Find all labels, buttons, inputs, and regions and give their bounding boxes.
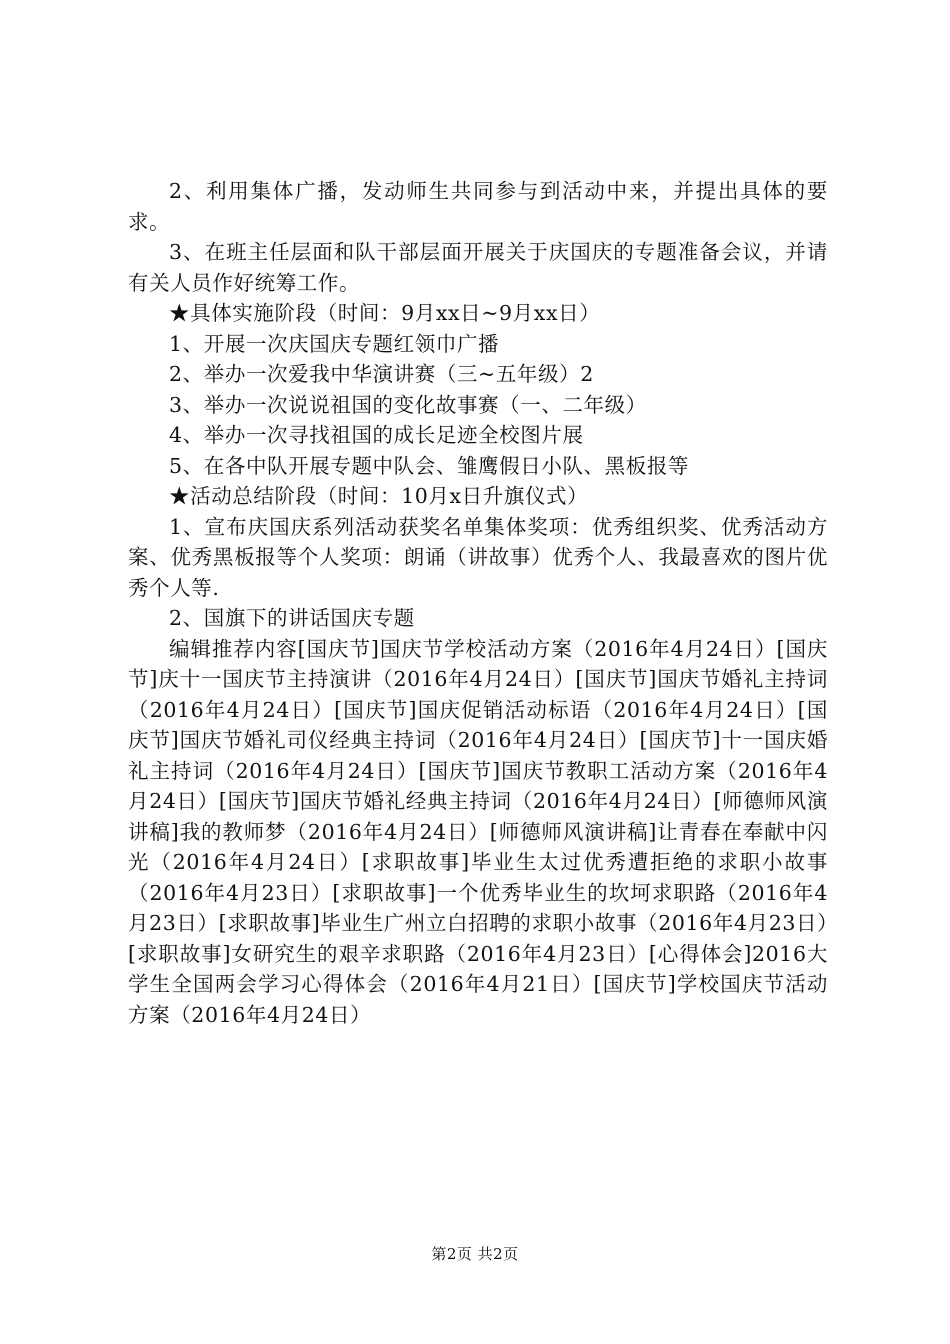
page-number-footer: 第2页 共2页 xyxy=(431,1245,519,1263)
paragraph-broadcast: 2、利用集体广播，发动师生共同参与到活动中来，并提出具体的要求。 xyxy=(128,179,828,234)
paragraph-flag-speech: 2、国旗下的讲话国庆专题 xyxy=(169,606,415,630)
document-body xyxy=(128,176,828,1030)
list-item: 2、举办一次爱我中华演讲赛（三~五年级）2 xyxy=(169,362,594,386)
list-item: 5、在各中队开展专题中队会、雏鹰假日小队、黑板报等 xyxy=(169,453,690,478)
list-item: 1、开展一次庆国庆专题红领巾广播 xyxy=(169,331,500,356)
paragraph-recommended: 编辑推荐内容[国庆节]国庆节学校活动方案（2016年4月24日）[国庆节]庆十一国庆节主持演讲（2016年4月24日）[国庆节]国庆节婚礼主持词（2016年4月24日）[国庆节]国庆促销活动标语（2016年4月24日）[国庆节]国庆节婚礼司仪经典主持词（2016年4月24日）[国庆节]十一国庆婚礼主持词（2016年4月24日）[国庆节]国庆节教职工活动方案（2016年4月24日）[国庆节]国庆节婚礼经典主持词（2016年4月24日）[师德师风演讲稿]我的教师梦（2016年4月24日）[师德师风演讲稿]让青春在奉献中闪光（2016年4月24日）[求职故事]毕业生太过优秀遭拒绝的求职小故事（2016年4月23日）[求职故事]一个优秀毕业生的坎坷求职路（2016年4月23日）[求职故事]毕业生广州立白招聘的求职小故事（2016年4月23日）[求职故事]女研究生的艰辛求职路（2016年4月23日）[心得体会]2016大学生全国两会学习心得体会（2016年4月21日）[国庆节]学校国庆节活动方案（2016年4月24日） xyxy=(128,636,828,1027)
list-item: 3、举办一次说说祖国的变化故事赛（一、二年级） xyxy=(169,392,647,417)
paragraph-meeting: 3、在班主任层面和队干部层面开展关于庆国庆的专题准备会议，并请有关人员作好统筹工作。 xyxy=(128,240,828,295)
section-implementation-heading: ★具体实施阶段（时间：9月xx日~9月xx日） xyxy=(169,301,601,325)
paragraph-awards: 1、宣布庆国庆系列活动获奖名单集体奖项：优秀组织奖、优秀活动方案、优秀黑板报等个人奖项：朗诵（讲故事）优秀个人、我最喜欢的图片优秀个人等. xyxy=(128,514,828,600)
list-item: 4、举办一次寻找祖国的成长足迹全校图片展 xyxy=(169,423,584,447)
section-summary-heading: ★活动总结阶段（时间：10月x日升旗仪式） xyxy=(169,484,589,508)
